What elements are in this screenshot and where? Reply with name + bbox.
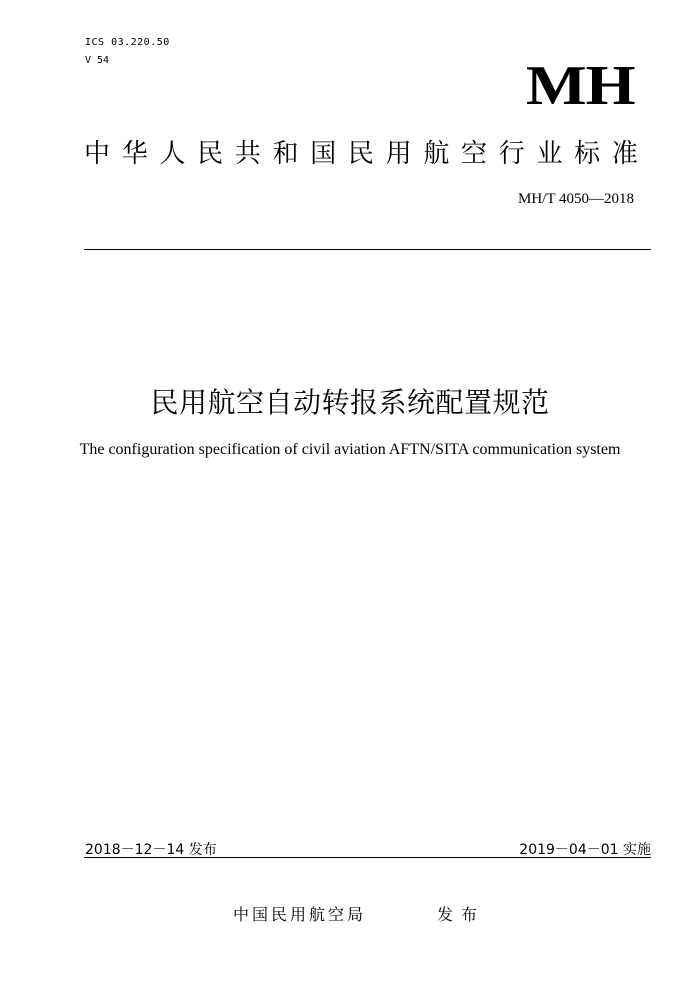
mh-logo: MH	[525, 55, 634, 117]
category-char: 业	[536, 139, 563, 169]
standard-category	[84, 137, 638, 171]
category-char: 民	[197, 139, 224, 169]
bottom-divider	[84, 857, 651, 858]
category-char: 共	[234, 139, 261, 169]
category-char: 民	[347, 139, 374, 169]
document-title-english: The configuration specification of civil aviation AFTN/SITA communication system	[79, 441, 621, 458]
category-char: 行	[498, 139, 525, 169]
implementation-date: 2019－04－01 实施	[519, 842, 651, 858]
category-char: 华	[121, 139, 148, 169]
category-char: 人	[159, 139, 186, 169]
category-char: 空	[461, 139, 488, 169]
category-char: 国	[310, 139, 337, 169]
category-char: 和	[272, 139, 299, 169]
category-char: 标	[574, 139, 601, 169]
clc-code: V 54	[85, 55, 110, 66]
standard-number: MH/T 4050—2018	[518, 191, 634, 207]
category-char: 中	[84, 139, 111, 169]
publisher-name: 中国民用航空局	[233, 905, 367, 924]
top-divider	[84, 249, 651, 250]
category-char: 准	[611, 139, 638, 169]
publish-label: 发布	[437, 905, 486, 924]
ics-code: ICS 03.220.50	[85, 37, 170, 48]
issue-date: 2018－12－14 发布	[85, 842, 217, 858]
document-title-chinese: 民用航空自动转报系统配置规范	[150, 386, 550, 419]
category-char: 用	[385, 139, 412, 169]
category-char: 航	[423, 139, 450, 169]
